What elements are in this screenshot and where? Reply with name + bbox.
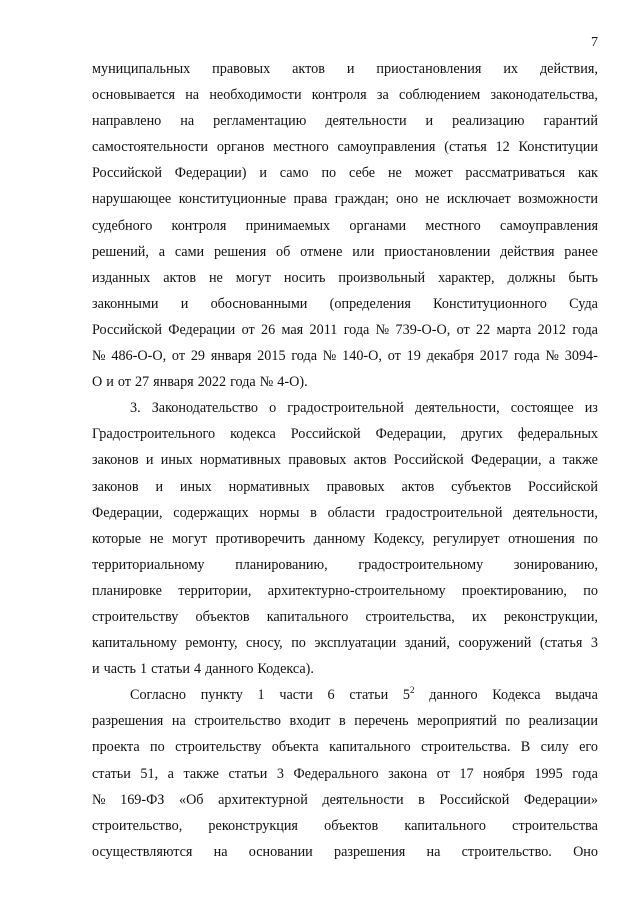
text-word: 22 <box>476 321 491 338</box>
text-word: градостроительной <box>385 504 503 521</box>
text-word: содержащих <box>173 504 249 521</box>
text-word: не <box>208 269 223 286</box>
text-word: по <box>505 713 521 730</box>
text-word: объектов <box>195 608 250 625</box>
text-word: судебного <box>92 217 153 234</box>
text-word: местного <box>425 217 481 234</box>
text-word: самоуправления <box>337 139 436 156</box>
text-word: 12 <box>495 139 510 156</box>
text-word: архитектурной <box>218 791 308 808</box>
page-number: 7 <box>591 35 598 50</box>
text-word: рассматриваться <box>465 165 566 182</box>
text-word: соблюдением <box>399 87 481 104</box>
text-word: быть <box>568 269 598 286</box>
text-word: 486-О-О, <box>111 348 167 365</box>
text-word: нормативных <box>199 452 281 469</box>
text-word: иных <box>179 478 212 495</box>
text-word: статьи <box>151 661 190 678</box>
text-word: 29 <box>190 348 206 365</box>
text-word: Российской <box>290 426 361 443</box>
text-line <box>92 291 598 317</box>
text-word: планированию, <box>235 556 328 573</box>
text-word: самостоятельности <box>92 139 209 156</box>
text-word: (статья <box>444 139 487 156</box>
text-word: Российской <box>92 165 162 182</box>
text-word: строительству <box>92 608 179 625</box>
text-word: капитальному <box>92 635 177 652</box>
text-line <box>92 186 598 212</box>
text-word: противоречить <box>215 530 306 547</box>
text-word: 3094- <box>564 348 598 365</box>
text-line <box>92 56 598 82</box>
text-word: планировке <box>92 582 162 599</box>
text-line <box>92 134 598 160</box>
text-word: реализацию <box>452 113 525 130</box>
text-word: приостановления <box>376 61 482 77</box>
text-word: от <box>117 374 131 391</box>
text-word: изданных <box>92 269 151 286</box>
text-word: марта <box>496 321 532 338</box>
text-word: строительства <box>512 817 598 834</box>
text-line <box>92 343 598 369</box>
text-word: нормы <box>259 504 300 521</box>
text-word: и <box>92 661 100 678</box>
text-word: от <box>171 348 186 365</box>
text-word: и <box>425 113 434 130</box>
text-word: 1 <box>140 661 148 678</box>
text-word: основывается <box>92 87 175 104</box>
text-word: в <box>339 713 346 730</box>
text-word: ранее <box>564 243 598 260</box>
text-word: может <box>414 165 453 182</box>
text-word: входит <box>289 713 331 730</box>
text-word: а <box>167 765 174 782</box>
text-word: перечень <box>354 713 409 730</box>
text-line <box>92 213 598 239</box>
text-word: на <box>426 843 441 860</box>
text-word: по <box>583 582 598 599</box>
text-word: деятельности <box>322 791 404 808</box>
text-word: данного <box>429 687 478 704</box>
text-word: на <box>185 87 200 104</box>
text-word: Суда <box>569 295 598 312</box>
text-word: на <box>180 113 195 130</box>
text-word: за <box>376 87 389 104</box>
text-word: № <box>259 374 274 391</box>
text-word: Кодексу, <box>373 530 425 547</box>
text-word: Оно <box>573 843 598 860</box>
text-word: Федерации, <box>92 504 163 521</box>
text-word: а <box>548 452 556 469</box>
text-word: правовых <box>212 61 271 77</box>
text-word: гарантий <box>543 113 598 130</box>
text-word: актов <box>292 61 325 77</box>
text-word: 140-О, <box>342 348 382 365</box>
text-word: архитектурно-строительному <box>267 582 446 599</box>
text-word: права <box>293 191 328 208</box>
text-word: 2015 <box>257 348 286 365</box>
text-word: правовых <box>288 452 347 469</box>
text-word: на <box>213 843 228 860</box>
text-word: сооружений <box>458 635 532 652</box>
text-word: которые <box>92 530 142 547</box>
text-word: и <box>180 295 189 312</box>
text-word: 2022 <box>197 374 227 391</box>
text-word: Российской <box>92 321 162 338</box>
text-word: января <box>210 348 252 365</box>
text-line <box>92 708 598 734</box>
text-word: данному <box>313 530 366 547</box>
text-word: части <box>279 687 313 704</box>
text-word: пункту <box>200 687 243 704</box>
text-word: деятельности, <box>513 504 598 521</box>
text-line <box>92 839 598 865</box>
text-word: статьи <box>92 765 131 782</box>
text-word: осуществляются <box>92 843 193 860</box>
text-line <box>92 317 598 343</box>
text-word: в <box>310 504 317 521</box>
text-line <box>92 656 598 682</box>
text-word: года <box>291 348 317 365</box>
text-word: разрешения <box>92 713 164 730</box>
text-word: Федерации» <box>523 791 598 808</box>
text-word: от <box>436 765 450 782</box>
text-line <box>92 369 598 395</box>
text-word: регулирует <box>432 530 500 547</box>
text-word: территориальному <box>92 556 205 573</box>
text-word: Российской <box>528 478 598 495</box>
text-word: конституционные <box>178 191 287 208</box>
text-word: Кодекса <box>492 687 541 704</box>
text-word: законодательства, <box>490 87 598 104</box>
text-word: Градостроительного <box>92 426 216 443</box>
text-word: зданий, <box>404 635 450 652</box>
text-word: часть <box>103 661 136 678</box>
text-word: произвольный <box>338 269 426 286</box>
text-word: реализации <box>528 713 598 730</box>
text-word: от <box>456 321 470 338</box>
text-word: характер, <box>438 269 495 286</box>
text-word: по <box>583 530 598 547</box>
text-word: нормативных <box>228 478 310 495</box>
text-word: выдача <box>555 687 598 704</box>
text-word: 1 <box>257 687 265 704</box>
text-word: деятельности <box>325 113 407 130</box>
text-word: (определения <box>329 295 411 312</box>
text-word: по <box>321 165 337 182</box>
text-word: 27 <box>134 374 150 391</box>
text-word: градостроительному <box>358 556 484 573</box>
text-line <box>92 82 598 108</box>
text-word: Российской <box>439 791 510 808</box>
text-line <box>92 682 598 708</box>
text-word: контроля <box>171 217 227 234</box>
text-line <box>92 421 598 447</box>
text-word: их <box>503 61 519 77</box>
body-text <box>92 56 598 865</box>
text-word: строительство <box>194 713 281 730</box>
text-word: и <box>259 165 267 182</box>
text-word: обоснованными <box>210 295 308 312</box>
text-word: года <box>513 348 540 365</box>
text-word: других <box>461 426 503 443</box>
text-word: строительства, <box>365 608 455 625</box>
text-word: строительство, <box>92 817 183 834</box>
text-word: принимаемых <box>245 217 331 234</box>
text-line <box>92 447 598 473</box>
text-word: его <box>579 739 598 756</box>
text-word: как <box>578 165 598 182</box>
text-word: также <box>562 452 598 469</box>
text-word: иных <box>160 452 193 469</box>
text-word: 26 <box>260 321 276 338</box>
text-word: от <box>241 321 255 338</box>
text-word: строительства. <box>421 739 511 756</box>
text-line <box>92 500 598 526</box>
text-word: территории, <box>178 582 252 599</box>
text-word: статьи <box>228 765 268 782</box>
text-word: само <box>279 165 309 182</box>
text-word: зонированию, <box>513 556 598 573</box>
text-word: капитального <box>266 608 349 625</box>
text-word: актов <box>163 269 197 286</box>
text-word: из <box>584 400 598 417</box>
text-word: строительство. <box>461 843 552 860</box>
text-word: действия, <box>539 61 598 77</box>
text-word: органами <box>349 217 407 234</box>
text-word: реконструкции, <box>503 608 598 625</box>
text-word: и <box>346 61 355 77</box>
text-word: основании <box>248 843 313 860</box>
text-word: 3. <box>130 400 141 417</box>
text-word: актов <box>353 452 387 469</box>
text-word: декабря <box>426 348 474 365</box>
text-word: В <box>520 739 531 756</box>
text-word: контроля <box>311 87 367 104</box>
text-word: 1995 <box>534 765 563 782</box>
text-word: состоящее <box>510 400 574 417</box>
text-word: капитального <box>329 739 411 756</box>
text-word: могут <box>235 269 271 286</box>
text-word: отношения <box>508 530 575 547</box>
text-line <box>92 108 598 134</box>
text-word: возможности <box>518 191 598 208</box>
text-word: закона <box>388 765 428 782</box>
text-word: по <box>291 635 306 652</box>
text-word: 17 <box>459 765 474 782</box>
text-line <box>92 787 598 813</box>
text-word: ремонту, <box>185 635 238 652</box>
text-word: силу <box>540 739 569 756</box>
text-word: 739-О-О, <box>395 321 451 338</box>
text-line <box>92 552 598 578</box>
text-word: направлено <box>92 113 162 130</box>
text-word: 19 <box>406 348 421 365</box>
text-line <box>92 265 598 291</box>
text-word: органов <box>216 139 265 156</box>
text-word: не <box>149 530 164 547</box>
text-word: актов <box>401 478 435 495</box>
text-word: № <box>375 321 390 338</box>
text-word: Федерации) <box>174 165 247 182</box>
text-word: Федерального <box>293 765 379 782</box>
text-line <box>92 734 598 760</box>
text-word: кодекса <box>230 426 276 443</box>
text-word: О <box>92 374 103 391</box>
text-line <box>92 761 598 787</box>
text-word: 2017 <box>479 348 509 365</box>
text-word: Согласно <box>130 687 187 704</box>
text-word: Федерации, <box>471 452 542 469</box>
text-word: 4 <box>193 661 202 678</box>
text-word: 6 <box>327 687 335 704</box>
text-word: года <box>343 321 370 338</box>
text-line <box>92 239 598 265</box>
text-word: объектов <box>324 817 379 834</box>
text-word: Кодекса). <box>257 661 314 678</box>
text-word: $5^2$ <box>402 685 415 704</box>
text-word: 4-О). <box>277 374 308 391</box>
text-word: носить <box>283 269 326 286</box>
text-word: (статья <box>539 635 583 652</box>
text-word: деятельности, <box>414 400 500 417</box>
text-word: необходимости <box>209 87 302 104</box>
text-word: Законодательство <box>151 400 259 417</box>
text-word: или <box>352 243 375 260</box>
text-word: местного <box>273 139 329 156</box>
text-word: № <box>322 348 337 365</box>
text-word: объекта <box>271 739 319 756</box>
text-word: Конституции <box>518 139 598 156</box>
text-line <box>92 474 598 500</box>
text-word: № <box>545 348 559 365</box>
text-word: января <box>153 374 194 391</box>
text-word: Конституционного <box>433 295 547 312</box>
text-line <box>92 630 598 656</box>
text-word: также <box>183 765 219 782</box>
text-word: градостроительной <box>287 400 404 417</box>
text-word: реконструкция <box>208 817 298 834</box>
text-word: мероприятий <box>417 713 497 730</box>
text-word: должны <box>507 269 556 286</box>
text-word: области <box>327 504 376 521</box>
text-word: решений, <box>92 243 149 260</box>
text-word: муниципальных <box>92 61 191 77</box>
text-word: года <box>230 374 256 391</box>
text-word: сами <box>174 243 205 260</box>
text-word: капитального <box>404 817 486 834</box>
text-word: самоуправления <box>500 217 598 234</box>
text-word: решения <box>213 243 267 260</box>
text-word: в <box>418 791 425 808</box>
text-word: «Об <box>178 791 204 808</box>
text-word: исключает <box>446 191 511 208</box>
text-word: правовых <box>326 478 385 495</box>
text-word: и <box>145 452 154 469</box>
text-word: Российской <box>393 452 464 469</box>
text-line <box>92 160 598 186</box>
text-word: года <box>572 765 598 782</box>
text-word: проекта <box>92 739 140 756</box>
text-word: 2012 <box>537 321 566 338</box>
text-word: законов <box>92 452 139 469</box>
text-word: отмене <box>300 243 343 260</box>
text-word: данного <box>205 661 254 678</box>
text-word: года <box>572 321 598 338</box>
text-word: их <box>471 608 487 625</box>
text-word: федеральных <box>517 426 598 443</box>
text-line <box>92 578 598 604</box>
text-word: разрешения <box>333 843 406 860</box>
text-word: не <box>425 191 440 208</box>
text-line <box>92 395 598 421</box>
text-word: 3 <box>276 765 284 782</box>
text-word: действия <box>500 243 555 260</box>
text-word: не <box>387 165 402 182</box>
text-word: № <box>92 348 106 365</box>
text-word: регламентацию <box>213 113 307 130</box>
superscript: 2 <box>410 685 415 696</box>
text-word: на <box>171 713 186 730</box>
text-word: Федерации <box>168 321 236 338</box>
text-word: 2011 <box>309 321 338 338</box>
text-word: эксплуатации <box>314 635 397 652</box>
text-word: мая <box>281 321 304 338</box>
text-word: 169-ФЗ <box>120 791 165 808</box>
text-word: Федерации, <box>375 426 447 443</box>
text-word: № <box>92 791 106 808</box>
text-word: себе <box>349 165 376 182</box>
text-word: о <box>269 400 277 417</box>
text-word: строительству <box>175 739 262 756</box>
text-word: по <box>150 739 165 756</box>
text-line <box>92 813 598 839</box>
text-line <box>92 604 598 630</box>
text-word: законными <box>92 295 159 312</box>
text-word: могут <box>171 530 208 547</box>
text-word: проектированию, <box>461 582 567 599</box>
text-word: об <box>276 243 291 260</box>
text-word: 3 <box>590 635 598 652</box>
text-word: ноября <box>483 765 525 782</box>
text-word: 51, <box>140 765 159 782</box>
text-word: нарушающее <box>92 191 172 208</box>
text-word: приостановлении <box>384 243 491 260</box>
text-word: статьи <box>349 687 389 704</box>
text-word: от <box>387 348 401 365</box>
text-word: и <box>155 478 164 495</box>
text-word: субъектов <box>451 478 512 495</box>
text-line <box>92 526 598 552</box>
text-word: законов <box>92 478 139 495</box>
text-word: оно <box>396 191 419 208</box>
text-word: сносу, <box>246 635 283 652</box>
text-word: а <box>158 243 166 260</box>
text-word: граждан; <box>334 191 389 208</box>
text-word: и <box>106 374 114 391</box>
